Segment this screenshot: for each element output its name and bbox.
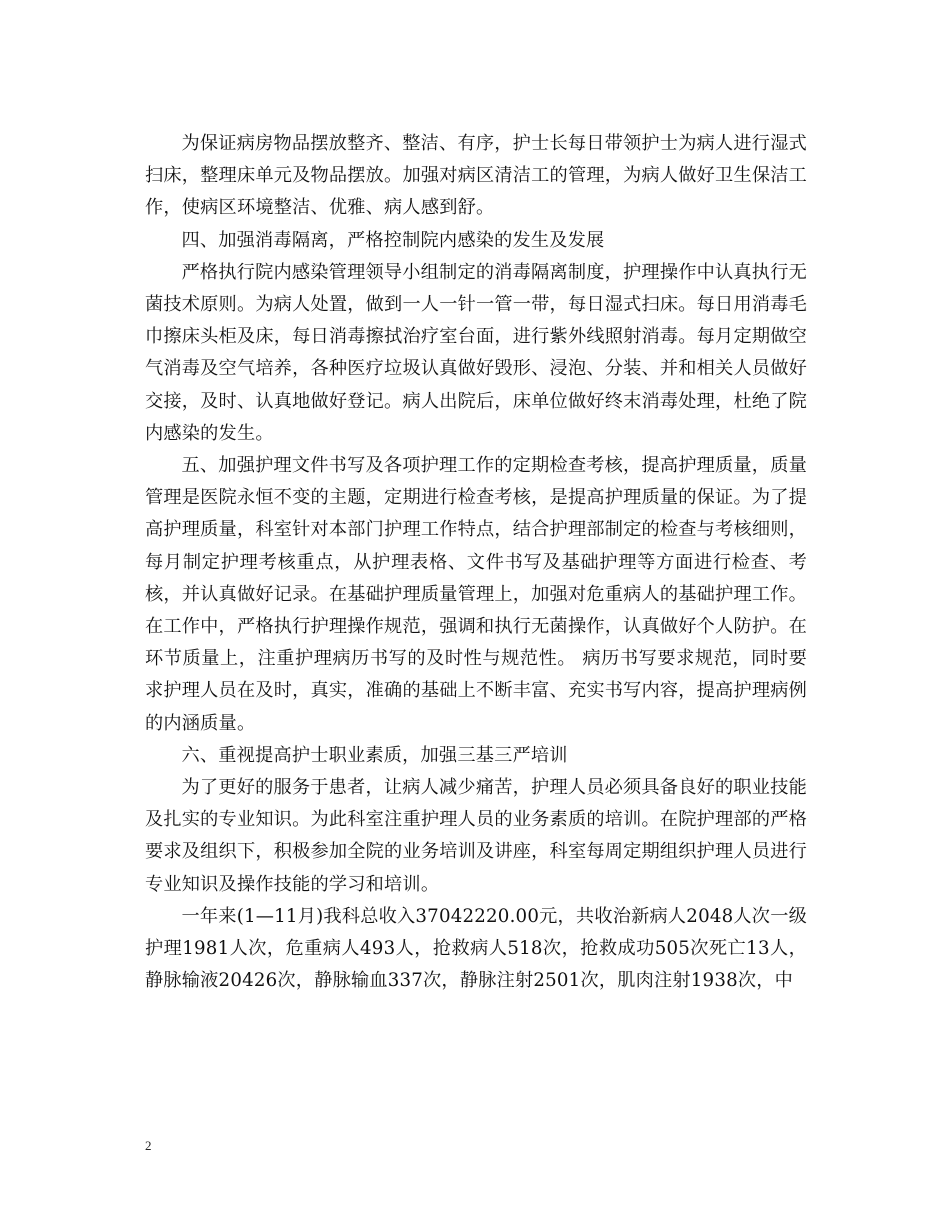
paragraph-statistics: 一年来(1—11月)我科总收入37042220.00元，共收治新病人2048人次一级护理1981人次，危重病人493人，抢救病人518次，抢救成功505次死亡13人，静脉输液20426次，静脉输血337次，静脉注射2501次，肌肉注射1938次，中: [145, 905, 807, 992]
page-number: 2: [145, 1138, 152, 1153]
heading-disinfection: 四、加强消毒隔离，严格控制院内感染的发生及发展: [181, 229, 605, 251]
paragraph-disinfection: 严格执行院内感染管理领导小组制定的消毒隔离制度，护理操作中认真执行无菌技术原则。为病人处置，做到一人一针一管一带，每日湿式扫床。每日用消毒毛巾擦床头柜及床，每日消毒擦拭治疗室台面，进行紫外线照射消毒。每月定期做空气消毒及空气培养，各种医疗垃圾认真做好毁形、浸泡、分装、并和相关人员做好交接，及时、认真地做好登记。病人出院后，床单位做好终末消毒处理，杜绝了院内感染的发生。: [145, 261, 807, 444]
document-body: [145, 128, 807, 997]
paragraph-training: 为了更好的服务于患者，让病人减少痛苦，护理人员必须具备良好的职业技能及扎实的专业知识。为此科室注重护理人员的业务素质的培训。在院护理部的严格要求及组织下，积极参加全院的业务培训及讲座，科室每周定期组织护理人员进行专业知识及操作技能的学习和培训。: [145, 777, 807, 895]
paragraph-quality-management: 五、加强护理文件书写及各项护理工作的定期检查考核，提高护理质量，质量管理是医院永恒不变的主题，定期进行检查考核，是提高护理质量的保证。为了提高护理质量，科室针对本部门护理工作特点，结合护理部制定的检查与考核细则，每月制定护理考核重点，从护理表格、文件书写及基础护理等方面进行检查、考核，并认真做好记录。在基础护理质量管理上，加强对危重病人的基础护理工作。在工作中，严格执行护理操作规范，强调和执行无菌操作，认真做好个人防护。在环节质量上，注重护理病历书写的及时性与规范性。 病历书写要求规范，同时要求护理人员在及时，真实，准确的基础上不断丰富、充实书写内容，提高护理病例的内涵质量。: [145, 455, 807, 734]
heading-training: 六、重视提高护士职业素质，加强三基三严培训: [181, 744, 568, 766]
paragraph-ward-tidiness: 为保证病房物品摆放整齐、整洁、有序，护士长每日带领护士为病人进行湿式扫床，整理床单元及物品摆放。加强对病区清洁工的管理，为病人做好卫生保洁工作，使病区环境整洁、优雅、病人感到舒。: [145, 133, 807, 219]
